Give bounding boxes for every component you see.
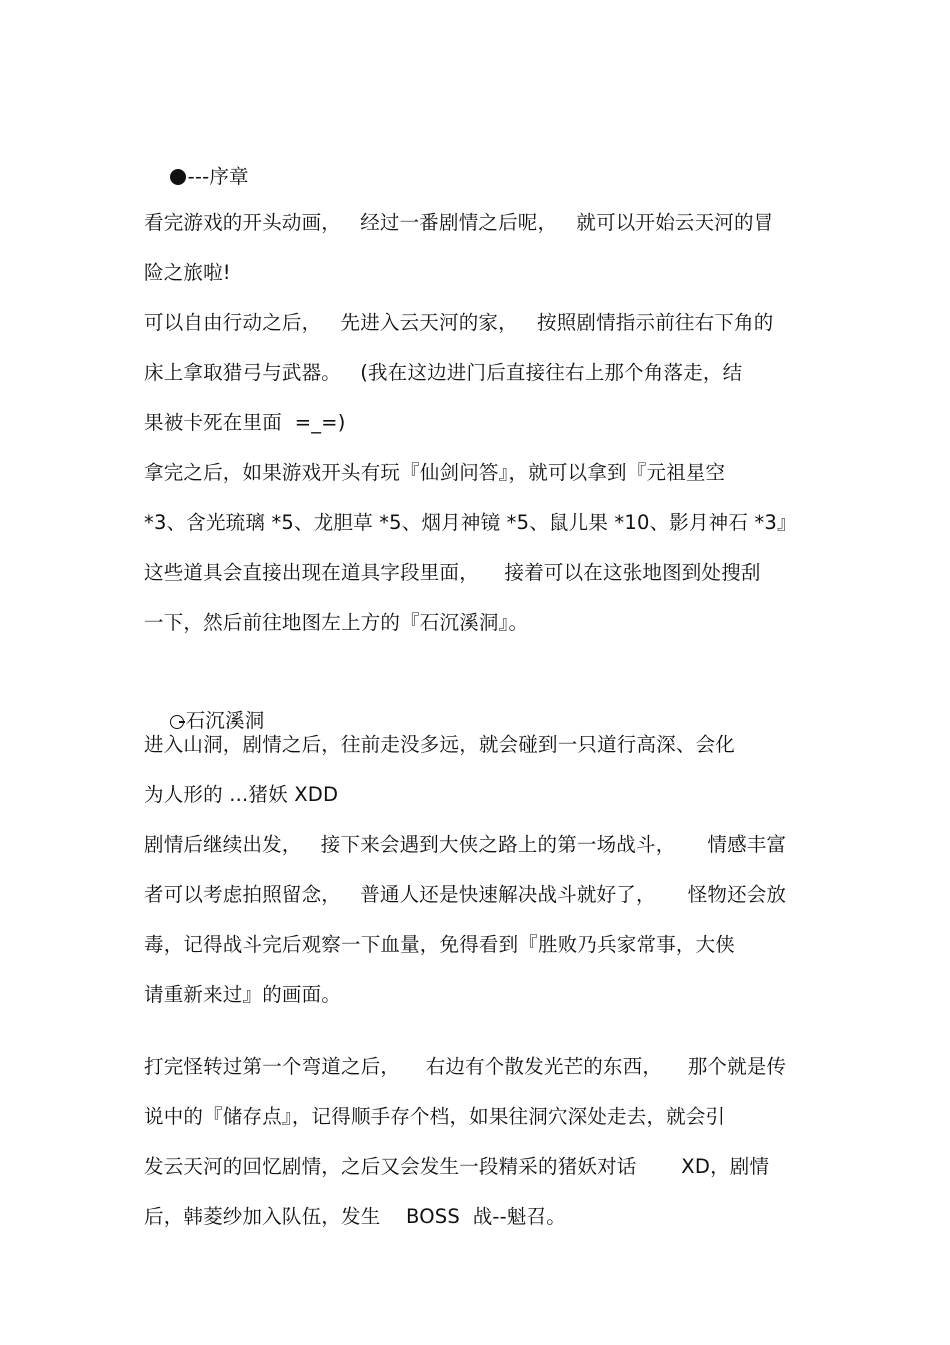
paragraph-line: 请重新来过』的画面。 (144, 983, 342, 1006)
paragraph-line: 一下，然后前往地图左上方的『石沉溪洞』。 (144, 611, 529, 634)
paragraph-line: 果被卡死在里面 =_=) (144, 411, 346, 434)
paragraph-line: 险之旅啦! (144, 261, 231, 284)
paragraph-line: 说中的『储存点』，记得顺手存个档，如果往洞穴深处走去，就会引 (144, 1105, 726, 1128)
paragraph-line: 剧情后继续出发， 接下来会遇到大侠之路上的第一场战斗， 情感丰富 (144, 833, 787, 856)
paragraph-line: 床上拿取猎弓与武器。 (我在这边进门后直接往右上那个角落走，结 (144, 361, 743, 384)
paragraph-line: 后，韩菱纱加入队伍，发生 BOSS 战--魁召。 (144, 1205, 567, 1228)
paragraph-line: 发云天河的回忆剧情，之后又会发生一段精采的猪妖对话 XD，剧情 (144, 1155, 770, 1178)
paragraph-line: 进入山洞，剧情之后，往前走没多远，就会碰到一只道行高深、会化 (144, 733, 736, 756)
paragraph-line: 毒，记得战斗完后观察一下血量，免得看到『胜败乃兵家常事，大侠 (144, 933, 736, 956)
paragraph-line: 这些道具会直接出现在道具字段里面， 接着可以在这张地图到处搜刮 (144, 561, 761, 584)
open-circle-icon (170, 715, 184, 729)
filled-circle-icon (170, 169, 186, 185)
prologue-heading: ---序章 (144, 138, 249, 216)
paragraph-line: 拿完之后，如果游戏开头有玩『仙剑问答』，就可以拿到『元祖星空 (144, 461, 726, 484)
paragraph-line: *3、含光琉璃 *5、龙胆草 *5、烟月神镜 *5、鼠儿果 *10、影月神石 *3』 (144, 511, 797, 534)
cave-heading: 石沉溪洞 (144, 682, 264, 760)
paragraph-line: 看完游戏的开头动画， 经过一番剧情之后呢， 就可以开始云天河的冒 (144, 211, 774, 234)
paragraph-line: 打完怪转过第一个弯道之后， 右边有个散发光芒的东西， 那个就是传 (144, 1055, 787, 1078)
paragraph-line: 者可以考虑拍照留念， 普通人还是快速解决战斗就好了， 怪物还会放 (144, 883, 787, 906)
paragraph-line: 为人形的 ...猪妖 XDD (144, 783, 339, 806)
paragraph-line: 可以自由行动之后， 先进入云天河的家， 按照剧情指示前往右下角的 (144, 311, 774, 334)
